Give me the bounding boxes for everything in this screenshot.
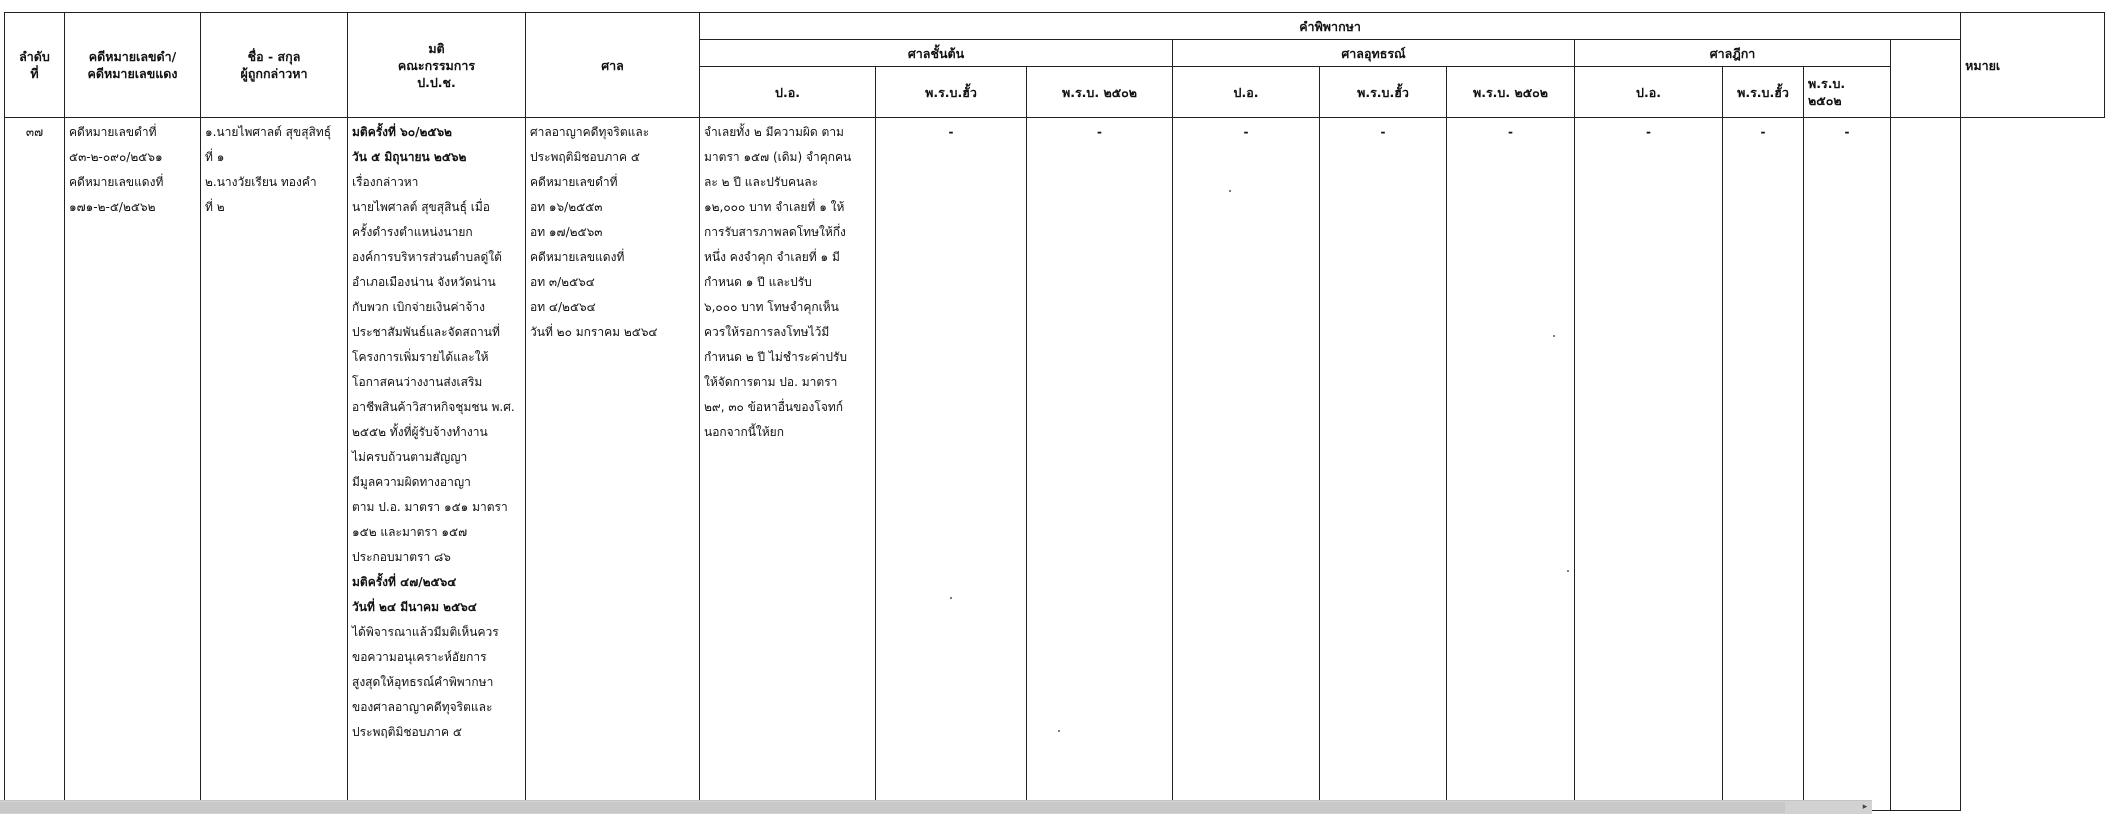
cell-appeal-po: - [1173, 118, 1320, 811]
resolution-text-line: ได้พิจารณาแล้วมีมติเห็นควร [352, 625, 499, 639]
resolution-text-line: ประพฤติมิชอบภาค ๕ [352, 725, 462, 739]
resolution-text-line: ๒๕๕๒ ทั้งที่ผู้รับจ้างทำงาน [352, 425, 488, 439]
cell-text-line: ๑.นายไพศาลต์ สุขสุสิทธุ์ [205, 125, 332, 139]
cell-text-line: อท ๓/๒๕๖๔ [530, 275, 595, 289]
cell-court [526, 118, 700, 811]
cell-text-line: อท ๔/๒๕๖๔ [530, 300, 596, 314]
cell-text-line: การรับสารภาพลดโทษให้กึ่ง [704, 225, 846, 239]
cell-supreme-po: - [1575, 118, 1723, 811]
header-appeal-prb-collusion: พ.ร.บ.ฮั้ว [1320, 67, 1447, 118]
resolution-text-line: ของศาลอาญาคดีทุจริตและ [352, 700, 493, 714]
cell-text-line: จำเลยทั้ง ๒ มีความผิด ตาม [704, 125, 844, 139]
cell-text-line: หนึ่ง คงจำคุก จำเลยที่ ๑ มี [704, 250, 840, 264]
cell-text-line: คดีหมายเลขแดงที่ [69, 175, 164, 189]
resolution-text-line: ครั้งดำรงตำแหน่งนายก [352, 225, 473, 239]
cell-first-prb-collusion: - [876, 118, 1027, 811]
cell-text-line: ที่ ๑ [205, 150, 225, 164]
cell-text-line: ๒.นางวัยเรียน ทองคำ [205, 175, 317, 189]
cell-text-line: กำหนด ๒ ปี ไม่ชำระค่าปรับ [704, 350, 848, 364]
cell-text-line: ๑๒,๐๐๐ บาท จำเลยที่ ๑ ให้ [704, 200, 845, 214]
horizontal-scrollbar[interactable] [0, 800, 1872, 814]
cell-text-line: ๒๙, ๓๐ ข้อหาอื่นของโจทก์ [704, 400, 844, 414]
header-appeal-po: ป.อ. [1173, 67, 1320, 118]
scroll-right-arrow-icon[interactable]: ▸ [1862, 802, 1868, 812]
header-court: ศาล [526, 13, 700, 118]
cell-order: ๓๗ [5, 118, 65, 811]
cell-text-line: ละ ๒ ปี และปรับคนละ [704, 175, 819, 189]
cell-text-line: ให้จัดการตาม ปอ. มาตรา [704, 375, 838, 389]
cell-first-po [700, 118, 876, 811]
scan-speck [1567, 570, 1569, 572]
resolution-text-line: โครงการเพิ่มรายได้และให้ [352, 350, 489, 364]
header-first-po: ป.อ. [700, 67, 876, 118]
cell-remark [1891, 118, 1961, 811]
scrollbar-thumb[interactable] [0, 802, 1785, 813]
resolution-text-line: มีมูลความผิดทางอาญา [352, 475, 471, 489]
resolution-text-line: กับพวก เบิกจ่ายเงินค่าจ้าง [352, 300, 485, 314]
resolution-text-line: มติครั้งที่ ๔๗/๒๕๖๔ [352, 575, 457, 589]
header-first-prb-2502: พ.ร.บ. ๒๕๐๒ [1027, 67, 1173, 118]
header-accused-name: ชื่อ - สกุล ผู้ถูกกล่าวหา [201, 13, 348, 118]
header-nacc-resolution: มติ คณะกรรมการ ป.ป.ช. [348, 13, 526, 118]
cell-appeal-prb-collusion: - [1320, 118, 1447, 811]
cell-text-line: ๕๓-๒-๐๙๐/๒๕๖๑ [69, 150, 163, 164]
resolution-text-line: วัน ๕ มิถุนายน ๒๕๖๒ [352, 150, 467, 164]
header-supreme-prb-2502: พ.ร.บ. ๒๕๐๒ [1804, 67, 1891, 118]
cell-supreme-prb-2502: - [1804, 118, 1891, 811]
cell-text-line: ศาลอาญาคดีทุจริตและ [530, 125, 650, 139]
case-table [4, 12, 2105, 811]
resolution-text-line: ตาม ป.อ. มาตรา ๑๕๑ มาตรา [352, 500, 508, 514]
cell-text-line: กำหนด ๑ ปี และปรับ [704, 275, 812, 289]
cell-text-line: ๑๗๑-๒-๕/๒๕๖๒ [69, 200, 156, 214]
cell-nacc-resolution [348, 118, 526, 811]
cell-text-line: วันที่ ๒๐ มกราคม ๒๕๖๔ [530, 325, 658, 339]
scan-speck [1229, 190, 1231, 192]
scan-speck [950, 597, 952, 599]
cell-text-line: ที่ ๒ [205, 200, 225, 214]
resolution-text-line: อำเภอเมืองน่าน จังหวัดน่าน [352, 275, 496, 289]
cell-text-line: อท ๑๗/๒๕๖๓ [530, 225, 603, 239]
resolution-text-line: ประกอบมาตรา ๘๖ [352, 550, 451, 564]
header-remark: หมายเ [1961, 13, 2105, 118]
cell-text-line: คดีหมายเลขดำที่ [69, 125, 157, 139]
cell-text-line: ๖,๐๐๐ บาท โทษจำคุกเห็น [704, 300, 839, 314]
resolution-text-line: ๑๕๒ และมาตรา ๑๕๗ [352, 525, 468, 539]
cell-text-line: คดีหมายเลขดำที่ [530, 175, 618, 189]
cell-text-line: ควรให้รอการลงโทษไว้มี [704, 325, 830, 339]
resolution-text-line: นายไพศาลต์ สุขสุสินธุ์ เมื่อ [352, 200, 490, 214]
header-order: ลำดับ ที่ [5, 13, 65, 118]
header-supreme-prb-collusion: พ.ร.บ.ฮั้ว [1723, 67, 1804, 118]
resolution-text-line: ไม่ครบถ้วนตามสัญญา [352, 450, 468, 464]
header-supreme-court: ศาลฎีกา [1575, 40, 1891, 67]
scan-speck [1553, 335, 1555, 337]
resolution-text-line: ขอความอนุเคราะห์อัยการ [352, 650, 487, 664]
resolution-text-line: อาชีพสินค้าวิสาหกิจชุมชน พ.ศ. [352, 400, 515, 414]
header-first-court: ศาลชั้นต้น [700, 40, 1173, 67]
cell-accused-name [201, 118, 348, 811]
resolution-text-line: องค์การบริหารส่วนตำบลดู่ใต้ [352, 250, 502, 264]
header-first-prb-collusion: พ.ร.บ.ฮั้ว [876, 67, 1027, 118]
cell-text-line: คดีหมายเลขแดงที่ [530, 250, 625, 264]
cell-text-line: ประพฤติมิชอบภาค ๕ [530, 150, 640, 164]
header-appeal-prb-2502: พ.ร.บ. ๒๕๐๒ [1447, 67, 1575, 118]
resolution-text-line: มติครั้งที่ ๖๐/๒๕๖๒ [352, 125, 452, 139]
table-row [5, 118, 2105, 811]
header-supreme-po: ป.อ. [1575, 67, 1723, 118]
cell-text-line: มาตรา ๑๕๗ (เดิม) จำคุกคน [704, 150, 852, 164]
cell-case-number [65, 118, 201, 811]
cell-supreme-prb-collusion: - [1723, 118, 1804, 811]
cell-text-line: นอกจากนี้ให้ยก [704, 425, 784, 439]
resolution-text-line: เรื่องกล่าวหา [352, 175, 419, 189]
resolution-text-line: โอกาสคนว่างงานส่งเสริม [352, 375, 483, 389]
header-appeal-court: ศาลอุทธรณ์ [1173, 40, 1575, 67]
resolution-text-line: สูงสุดให้อุทธรณ์คำพิพากษา [352, 675, 494, 689]
scan-speck [1058, 730, 1060, 732]
resolution-text-line: วันที่ ๒๔ มีนาคม ๒๕๖๔ [352, 600, 477, 614]
header-case-number: คดีหมายเลขดำ/ คดีหมายเลขแดง [65, 13, 201, 118]
cell-text-line: อท ๑๖/๒๕๕๓ [530, 200, 603, 214]
header-judgment: คำพิพากษา [700, 13, 1961, 40]
cell-appeal-prb-2502: - [1447, 118, 1575, 811]
resolution-text-line: ประชาสัมพันธ์และจัดสถานที่ [352, 325, 500, 339]
cell-first-prb-2502: - [1027, 118, 1173, 811]
